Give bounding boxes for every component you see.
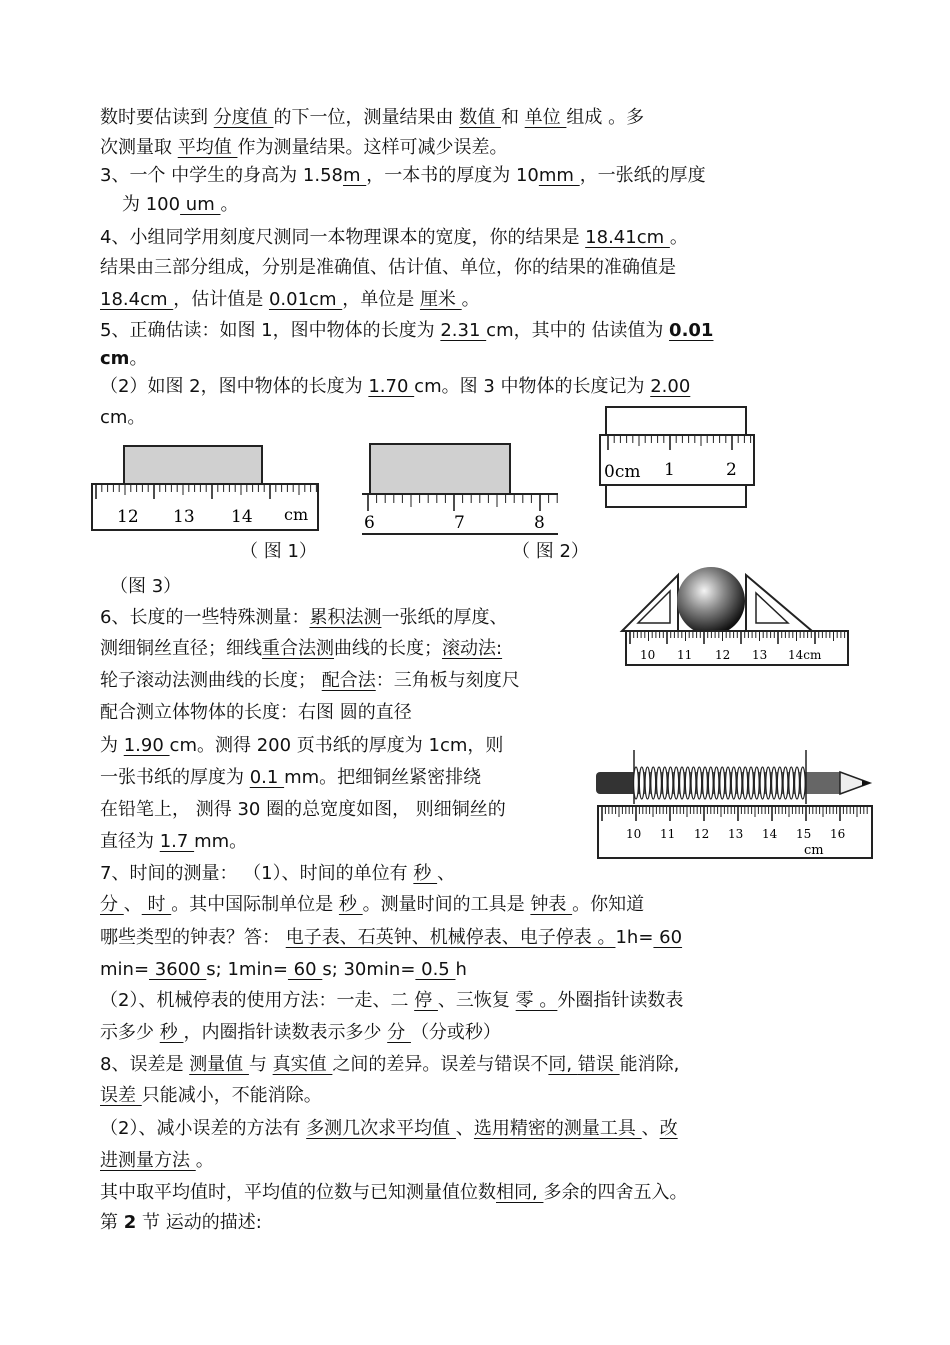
text-line: 数时要估读到 分度值 的下一位，测量结果由 数值 和 单位 组成 。多: [100, 107, 645, 128]
text-line: 示多少 秒 ，内圈指针读数表示多少 分 （分或秒）: [100, 1022, 501, 1043]
text-line: （2）、机械停表的使用方法：一走、二 停 、三恢复 零 。外圈指针读数表: [100, 990, 684, 1011]
answer-blank: 0.01cm: [268, 289, 343, 310]
unit-label: cm: [284, 505, 309, 524]
figure-2-caption: （ 图 2）: [512, 541, 589, 562]
answer-blank: 秒: [413, 863, 438, 884]
figure-3-caption: （图 3）: [110, 576, 182, 597]
answer-blank: 厘米: [419, 289, 462, 310]
text-line: 配合测立体物体的长度：右图 圆的直径: [100, 702, 412, 723]
text-line: 次测量取 平均值 作为测量结果。这样可减少误差。: [100, 137, 508, 158]
answer-blank: 测量值: [189, 1054, 249, 1075]
text-line: min= 3600 s; 1min= 60 s; 30min= 0.5 h: [100, 959, 467, 980]
answer-blank: 改: [659, 1118, 678, 1139]
text-line: 哪些类型的钟表？答： 电子表、石英钟、机械停表、电子停表 。1h= 60: [100, 927, 683, 948]
coil-loop: [645, 767, 650, 799]
coil-loop: [657, 767, 662, 799]
text-line: 4、小组同学用刻度尺测同一本物理课本的宽度，你的结果是 18.41cm 。: [100, 227, 688, 248]
tick-label: 13: [752, 648, 768, 662]
text-line: 为 100 um 。: [122, 194, 239, 215]
tick-label: 12: [715, 648, 731, 662]
text-line: （2）如图 2，图中物体的长度为 1.70 cm。图 3 中物体的长度记为 2.00: [100, 376, 691, 397]
answer-blank: 多测几次求平均值: [306, 1118, 456, 1139]
text-line: 测细铜丝直径；细线重合法测曲线的长度；滚动法:: [100, 638, 503, 659]
text-line: 其中取平均值时，平均值的位数与已知测量值位数相同, 多余的四舍五入。: [100, 1182, 688, 1203]
coil-loop: [668, 767, 673, 799]
tick-label: 12: [117, 507, 139, 527]
answer-blank: 误差: [100, 1085, 142, 1106]
tick-label: 13: [173, 507, 195, 527]
wire-coil: [634, 767, 806, 799]
coil-loop: [731, 767, 736, 799]
answer-blank: 真实值: [272, 1054, 333, 1075]
answer-blank: 进测量方法: [100, 1150, 196, 1171]
answer-blank: 18.41cm: [585, 227, 670, 248]
coil-loop: [772, 767, 777, 799]
answer-blank: 停: [414, 990, 438, 1011]
figure-4-sphere-measurement: [616, 565, 858, 670]
text-line: 轮子滚动法测曲线的长度； 配合法：三角板与刻度尺: [100, 670, 520, 691]
text-line: 18.4cm ，估计值是 0.01cm ，单位是 厘米 。: [100, 289, 480, 310]
tick-label: 15: [796, 827, 812, 841]
coil-loop: [714, 767, 719, 799]
answer-blank: 分: [387, 1022, 411, 1043]
text-line: 结果由三部分组成，分别是准确值、估计值、单位，你的结果的准确值是: [100, 257, 676, 278]
answer-blank: 零 。: [515, 990, 558, 1011]
coil-loop: [766, 767, 771, 799]
answer-blank: m: [342, 165, 367, 186]
tick-label: 7: [454, 513, 465, 533]
coil-loop: [754, 767, 759, 799]
coil-loop: [737, 767, 742, 799]
tick-label: 11: [660, 827, 676, 841]
coil-loop: [743, 767, 748, 799]
coil-loop: [800, 767, 805, 799]
coil-loop: [783, 767, 788, 799]
answer-blank: 0.5: [415, 959, 456, 980]
answer-blank: 1.70: [368, 376, 415, 397]
text-line: 分 、 时 。其中国际制单位是 秒 。测量时间的工具是 钟表 。你知道: [100, 894, 645, 915]
text-line: cm。: [100, 348, 148, 369]
tick-label: 6: [364, 513, 375, 533]
answer-blank: 错误: [577, 1054, 620, 1075]
text-line: 直径为 1.7 mm。: [100, 831, 248, 852]
answer-blank: 3600: [149, 959, 207, 980]
tick-label: 2: [726, 460, 737, 480]
coil-loop: [726, 767, 731, 799]
sphere: [677, 567, 745, 635]
answer-blank: 1.7: [159, 831, 195, 852]
figure-3-ruler: [598, 405, 758, 510]
figure-5-coil-on-pencil: [592, 742, 880, 862]
text-line: 误差 只能减小，不能消除。: [100, 1085, 322, 1106]
ruler-ticks: [368, 495, 557, 511]
text-line: 一张书纸的厚度为 0.1 mm。把细铜丝紧密排绕: [100, 767, 482, 788]
text-line: （2）、减小误差的方法有 多测几次求平均值 、选用精密的测量工具 、改: [100, 1118, 678, 1139]
answer-blank: 秒: [159, 1022, 184, 1043]
section-heading: 第 2 节 运动的描述:: [100, 1212, 262, 1233]
coil-loop: [703, 767, 708, 799]
coil-loop: [760, 767, 765, 799]
coil-loop: [639, 767, 644, 799]
tick-label: 14cm: [788, 648, 822, 662]
coil-loop: [795, 767, 800, 799]
answer-blank: 0.01: [669, 320, 714, 341]
answer-blank: 钟表: [530, 894, 573, 915]
tick-label: 14: [231, 507, 253, 527]
answer-blank: 1.90: [123, 735, 170, 756]
answer-blank: 单位: [524, 107, 567, 128]
answer-blank: 分度值: [213, 107, 274, 128]
coil-loop: [720, 767, 725, 799]
coil-loop: [685, 767, 690, 799]
tick-label: 16: [830, 827, 846, 841]
answer-blank: 平均值: [177, 137, 238, 158]
coil-loop: [680, 767, 685, 799]
coil-loop: [634, 767, 639, 799]
coil-loop: [651, 767, 656, 799]
text-line: 3、一个 中学生的身高为 1.58m ，一本书的厚度为 10mm ，一张纸的厚度: [100, 165, 706, 186]
answer-blank: 选用精密的测量工具: [473, 1118, 642, 1139]
measured-block: [370, 444, 510, 494]
coil-loop: [749, 767, 754, 799]
text-line: cm。: [100, 407, 146, 428]
coil-loop: [697, 767, 702, 799]
answer-blank: 60: [653, 927, 683, 948]
text-line: 5、正确估读：如图 1，图中物体的长度为 2.31 cm，其中的 估读值为 0.01: [100, 320, 714, 341]
tick-label: 14: [762, 827, 778, 841]
coil-loop: [674, 767, 679, 799]
answer-blank: 2.00: [650, 376, 691, 397]
answer-blank: 数值: [459, 107, 501, 128]
answer-blank: 18.4cm: [100, 289, 174, 310]
measured-block: [124, 446, 262, 486]
tick-label: 11: [677, 648, 693, 662]
text-line: 进测量方法 。: [100, 1150, 214, 1171]
tick-label: 13: [728, 827, 744, 841]
coil-loop: [691, 767, 696, 799]
figure-1-ruler: [90, 440, 322, 535]
figure-2-ruler: [360, 438, 560, 538]
answer-blank: 2.31: [440, 320, 487, 341]
answer-blank: 60: [287, 959, 323, 980]
answer-blank: mm: [538, 165, 580, 186]
tick-label: 0cm: [604, 462, 641, 482]
unit-label: cm: [804, 843, 824, 858]
answer-blank: 秒: [338, 894, 363, 915]
tick-label: 8: [534, 513, 545, 533]
answer-blank: um: [180, 194, 221, 215]
tick-label: 10: [640, 648, 656, 662]
answer-blank: 时: [141, 894, 172, 915]
text-line: 在铅笔上， 测得 30 圈的总宽度如图， 则细铜丝的: [100, 799, 506, 820]
coil-loop: [789, 767, 794, 799]
text-line: 6、长度的一些特殊测量：累积法测一张纸的厚度、: [100, 607, 508, 628]
answer-blank: 分: [100, 894, 124, 915]
coil-loop: [777, 767, 782, 799]
coil-loop: [708, 767, 713, 799]
text-line: 8、误差是 测量值 与 真实值 之间的差异。误差与错误不同, 错误 能消除,: [100, 1054, 680, 1075]
tick-label: 10: [626, 827, 642, 841]
coil-loop: [662, 767, 667, 799]
answer-blank: 0.1: [249, 767, 285, 788]
answer-blank: 电子表、石英钟、机械停表、电子停表 。: [285, 927, 616, 948]
text-line: 为 1.90 cm。测得 200 页书纸的厚度为 1cm，则: [100, 735, 504, 756]
tick-label: 1: [664, 460, 675, 480]
figure-1-caption: （ 图 1）: [240, 541, 317, 562]
text-line: 7、时间的测量： （1）、时间的单位有 秒 、: [100, 863, 456, 884]
tick-label: 12: [694, 827, 710, 841]
